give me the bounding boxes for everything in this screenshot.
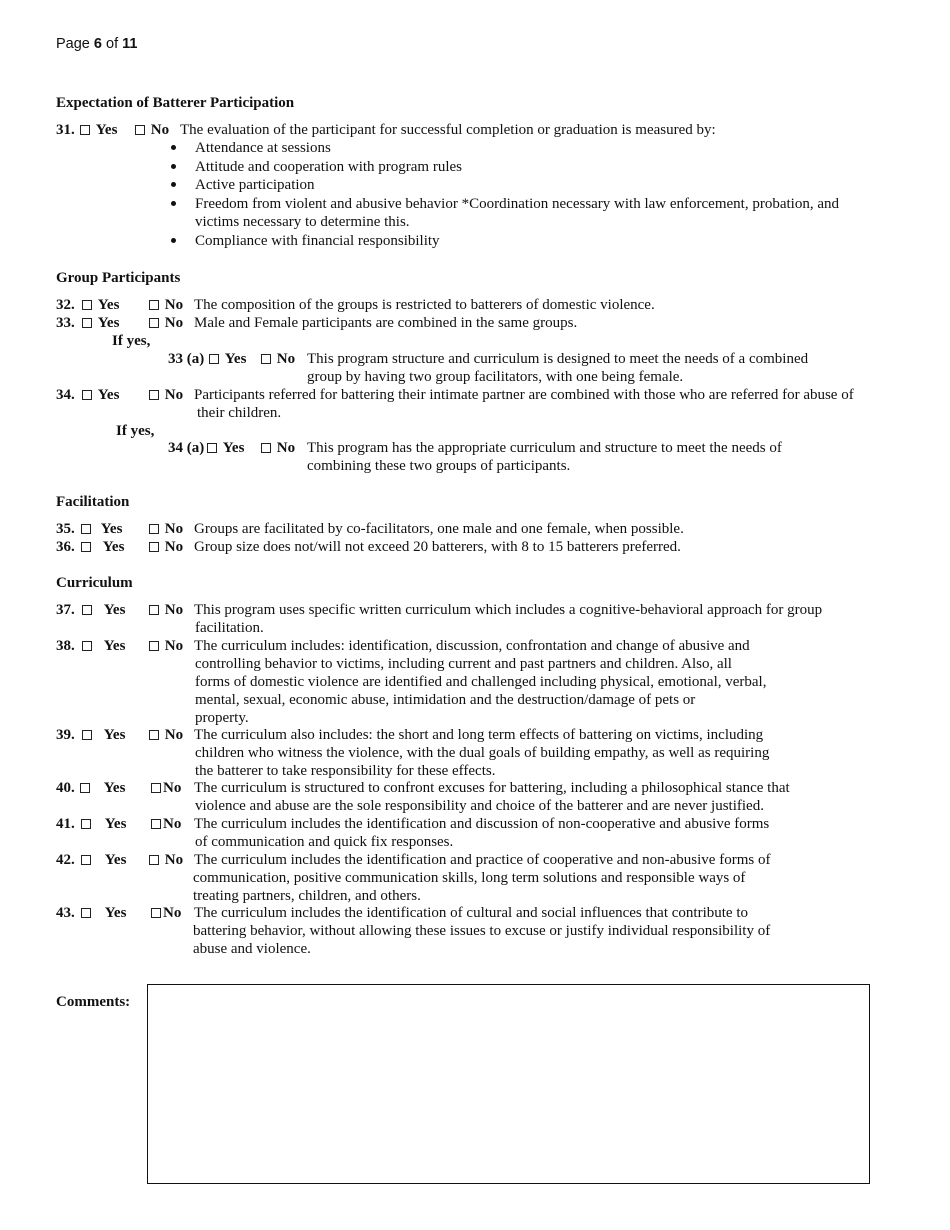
section-heading-curriculum: Curriculum [56, 575, 133, 591]
comments-label: Comments: [56, 994, 131, 1010]
q33a-text: This program structure and curriculum is designed to meet the needs of a combined group by having two group facilitators, with one being female. [307, 351, 809, 385]
q39-no-checkbox[interactable] [149, 730, 159, 740]
q33-no-checkbox[interactable] [149, 318, 159, 328]
q32-no-checkbox[interactable] [149, 300, 159, 310]
section-heading-expectation: Expectation of Batterer Participation [56, 95, 295, 111]
q37-number: 37. [56, 602, 75, 618]
q33-yes-option[interactable]: Yes [82, 314, 119, 332]
q31-no-option[interactable]: No [135, 121, 169, 139]
q41-no-option[interactable]: No [151, 815, 181, 833]
q43-no-checkbox[interactable] [151, 908, 161, 918]
q33a-yes-checkbox[interactable] [209, 354, 219, 364]
q36-number: 36. [56, 539, 75, 555]
q32-number: 32. [56, 297, 75, 313]
q31-number: 31. [56, 122, 75, 138]
q36-yes-checkbox[interactable] [81, 542, 91, 552]
q36-no-checkbox[interactable] [149, 542, 159, 552]
q37-no-option[interactable]: No [149, 601, 183, 619]
q32-no-option[interactable]: No [149, 296, 183, 314]
q41-no-checkbox[interactable] [151, 819, 161, 829]
q42-no-option[interactable]: No [149, 851, 183, 869]
section-heading-facilitation: Facilitation [56, 494, 130, 510]
q35-no-checkbox[interactable] [149, 524, 159, 534]
q33-number: 33. [56, 315, 75, 331]
q43-yes-checkbox[interactable] [81, 908, 91, 918]
bullet-icon [171, 182, 176, 187]
q38-text: The curriculum includes: identification, discussion, confrontation and change of abusive and controlling behavior to victims, including current and past partners and children. Also, all forms of domestic violence are identified and challenged including physical, emotional, verbal, mental, sexual, economic abuse, intimidation and the destruction/damage of pets or property. [194, 638, 767, 726]
q34-no-option[interactable]: No [149, 386, 183, 404]
q42-yes-option[interactable]: Yes [81, 851, 126, 869]
q33a-no-option[interactable]: No [261, 350, 295, 368]
q34a-number: 34 (a) [168, 440, 205, 456]
q38-yes-checkbox[interactable] [82, 641, 92, 651]
q43-number: 43. [56, 905, 75, 921]
q31-text: The evaluation of the participant for successful completion or graduation is measured by: [180, 122, 716, 138]
q33a-number: 33 (a) [168, 351, 205, 367]
q40-no-checkbox[interactable] [151, 783, 161, 793]
q39-no-option[interactable]: No [149, 726, 183, 744]
q40-yes-option[interactable]: Yes [80, 779, 125, 797]
q41-number: 41. [56, 816, 75, 832]
q39-text: The curriculum also includes: the short and long term effects of battering on victims, including children who witness the violence, with the dual goals of building empathy, as well as requiring the batterer to take responsibility for these effects. [194, 727, 770, 779]
q40-number: 40. [56, 780, 75, 796]
q37-text: This program uses specific written curriculum which includes a cognitive-behavioral approach for group facilitation. [194, 602, 823, 636]
q34a-yes-option[interactable]: Yes [207, 439, 244, 457]
comments-textarea[interactable] [147, 984, 870, 1184]
q40-yes-checkbox[interactable] [80, 783, 90, 793]
q31-yes-checkbox[interactable] [80, 125, 90, 135]
q31-bullet: Compliance with financial responsibility [195, 233, 440, 249]
q35-number: 35. [56, 521, 75, 537]
q37-no-checkbox[interactable] [149, 605, 159, 615]
q31-yes-option[interactable]: Yes [80, 121, 117, 139]
q42-number: 42. [56, 852, 75, 868]
q31-no-checkbox[interactable] [135, 125, 145, 135]
q34-text: Participants referred for battering their intimate partner are combined with those who are referred for abuse of their children. [194, 387, 854, 421]
q41-text: The curriculum includes the identification and discussion of non-cooperative and abusive forms of communication and quick fix responses. [194, 816, 770, 850]
q33-yes-checkbox[interactable] [82, 318, 92, 328]
q42-no-checkbox[interactable] [149, 855, 159, 865]
q34-no-checkbox[interactable] [149, 390, 159, 400]
q39-yes-checkbox[interactable] [82, 730, 92, 740]
q34a-text: This program has the appropriate curriculum and structure to meet the needs of combining these two groups of participants. [307, 440, 782, 474]
q38-no-option[interactable]: No [149, 637, 183, 655]
q33a-no-checkbox[interactable] [261, 354, 271, 364]
q31-bullet: Attendance at sessions [195, 140, 331, 156]
q41-yes-option[interactable]: Yes [81, 815, 126, 833]
q36-text: Group size does not/will not exceed 20 batterers, with 8 to 15 batterers preferred. [194, 539, 681, 555]
section-heading-group-participants: Group Participants [56, 270, 181, 286]
q31-bullet: Freedom from violent and abusive behavior *Coordination necessary with law enforcement, probation, and [195, 196, 839, 212]
q31-bullet: Attitude and cooperation with program rules [195, 159, 463, 175]
q41-yes-checkbox[interactable] [81, 819, 91, 829]
q34-number: 34. [56, 387, 75, 403]
q37-yes-checkbox[interactable] [82, 605, 92, 615]
q33-text: Male and Female participants are combined in the same groups. [194, 315, 578, 331]
q38-yes-option[interactable]: Yes [82, 637, 125, 655]
q38-no-checkbox[interactable] [149, 641, 159, 651]
bullet-icon [171, 164, 176, 169]
q31-bullet: Active participation [195, 177, 315, 193]
q32-yes-checkbox[interactable] [82, 300, 92, 310]
q34a-yes-checkbox[interactable] [207, 443, 217, 453]
q32-yes-option[interactable]: Yes [82, 296, 119, 314]
q40-no-option[interactable]: No [151, 779, 181, 797]
q35-yes-option[interactable]: Yes [81, 520, 122, 538]
q36-no-option[interactable]: No [149, 538, 183, 556]
q43-no-option[interactable]: No [151, 904, 181, 922]
q34-if-yes-label: If yes, [116, 423, 155, 439]
q34-yes-option[interactable]: Yes [82, 386, 119, 404]
q34a-no-checkbox[interactable] [261, 443, 271, 453]
q33a-yes-option[interactable]: Yes [209, 350, 246, 368]
q32-text: The composition of the groups is restricted to batterers of domestic violence. [194, 297, 655, 313]
q31-bullet-continuation: victims necessary to determine this. [195, 214, 410, 230]
q35-yes-checkbox[interactable] [81, 524, 91, 534]
q40-text: The curriculum is structured to confront excuses for battering, including a philosophical stance that violence and abuse are the sole responsibility and choice of the batterer and are never justified. [194, 780, 790, 814]
q39-number: 39. [56, 727, 75, 743]
q43-text: The curriculum includes the identification of cultural and social influences that contribute to battering behavior, without allowing these issues to excuse or justify individual responsibility of abuse and violence. [193, 905, 771, 957]
q36-yes-option[interactable]: Yes [81, 538, 124, 556]
bullet-icon [171, 145, 176, 150]
q42-yes-checkbox[interactable] [81, 855, 91, 865]
bullet-icon [171, 238, 176, 243]
q34a-no-option[interactable]: No [261, 439, 295, 457]
q38-number: 38. [56, 638, 75, 654]
q34-yes-checkbox[interactable] [82, 390, 92, 400]
q33-if-yes-label: If yes, [112, 333, 151, 349]
q37-yes-option[interactable]: Yes [82, 601, 125, 619]
q33-no-option[interactable]: No [149, 314, 183, 332]
q35-text: Groups are facilitated by co-facilitators, one male and one female, when possible. [194, 521, 684, 537]
q35-no-option[interactable]: No [149, 520, 183, 538]
q43-yes-option[interactable]: Yes [81, 904, 126, 922]
q39-yes-option[interactable]: Yes [82, 726, 125, 744]
page-number: Page 6 of 11 [56, 36, 138, 52]
bullet-icon [171, 201, 176, 206]
q42-text: The curriculum includes the identification and practice of cooperative and non-abusive forms of communication, positive communication skills, long term solutions and responsible ways of treating partners, children, and others. [193, 852, 771, 904]
